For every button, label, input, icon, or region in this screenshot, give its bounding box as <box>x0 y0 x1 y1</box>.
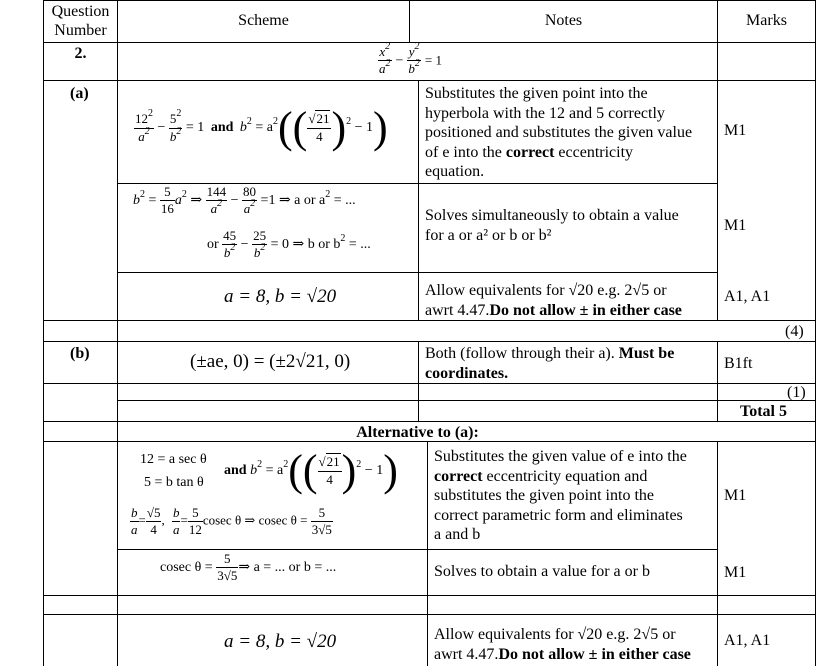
part-a-row2-mark: M1 <box>724 217 747 234</box>
part-a-total: (4) <box>785 323 804 340</box>
question-equation: $\frac{x^2}{a^2}$ − $\frac{y^2}{b^2}$ = 1 <box>379 41 442 77</box>
header-notes: Notes <box>544 12 583 29</box>
part-a-row1-mark: M1 <box>724 122 747 139</box>
alt-row3-mark: A1, A1 <box>724 632 771 649</box>
part-a-row3-answer: a = 8, b = √20 <box>224 286 337 307</box>
part-b-label: (b) <box>70 345 90 362</box>
alt-row1-ratio: $\frac{b}{a}$ = $\frac{√5}{4}$ , $\frac{b}{a}$ = $\frac{5}{12}$ cosec θ ⇒ cosec θ = $\frac{5}{3√5}$ <box>131 505 332 538</box>
alt-row2-note: Solves to obtain a value for a or b <box>434 563 650 580</box>
header-scheme: Scheme <box>238 12 289 29</box>
question-total: Total 5 <box>740 403 787 420</box>
part-b-mark: B1ft <box>724 355 753 372</box>
header-number: Number <box>54 22 107 39</box>
part-a-row2-scheme: $b^2$ = $\frac{5}{16}$ $a^2$ ⇒ $\frac{144}{a^2}$ − $\frac{80}{a^2}$ =1 ⇒ a or $a^2$ = ... <box>133 184 356 217</box>
part-b-total: (1) <box>787 384 806 401</box>
alt-row2-mark: M1 <box>724 564 747 581</box>
question-number: 2. <box>74 45 87 62</box>
alt-row1-eq2: 5 = b tan θ <box>144 475 204 490</box>
part-a-row2-scheme-alt: or $\frac{45}{b^2}$ − $\frac{25}{b^2}$ = 0 ⇒ b or $b^2$ = ... <box>207 228 371 261</box>
alt-row1-eccentricity: and $b^2 = a^2$(( $\frac{√21}{4}$ )$^2$ − 1) <box>224 446 398 495</box>
header-question: Question <box>51 3 110 20</box>
part-a-row3-note: Allow equivalents for √20 e.g. 2√5 or awrt 4.47.Do not allow ± in either case <box>425 282 682 319</box>
alt-row1-eq1: 12 = a sec θ <box>140 452 207 467</box>
part-a-row1-note: Substitutes the given point into the hyperbola with the 12 and 5 correctly positioned and substitutes the given value of e into the correct eccentricity equation. <box>425 85 693 180</box>
alt-row3-answer: a = 8, b = √20 <box>224 631 337 652</box>
part-a-row3-mark: A1, A1 <box>724 288 771 305</box>
alternative-title: Alternative to (a): <box>356 424 479 441</box>
alt-row2-scheme: cosec θ = $\frac{5}{3√5}$ ⇒ a = ... or b = ... <box>160 551 337 584</box>
part-a-row2-note: Solves simultaneously to obtain a value for a or a² or b or b² <box>425 207 679 244</box>
header-marks: Marks <box>746 12 787 29</box>
part-b-note: Both (follow through their a). Must be coordinates. <box>425 345 675 382</box>
part-a-label: (a) <box>70 85 89 102</box>
alt-row3-note: Allow equivalents for √20 e.g. 2√5 or awrt 4.47.Do not allow ± in either case <box>434 626 691 663</box>
part-a-row1-scheme: $\frac{12^2}{a^2}$ − $\frac{5^2}{b^2}$ = 1 and $b^2 = a^2$(( $\frac{√21}{4}$ )$^2$ − 1) <box>135 103 388 152</box>
alt-row1-mark: M1 <box>724 487 747 504</box>
alt-row1-note: Substitutes the given value of e into the correct eccentricity equation and substitutes the given point into the correct parametric form and eliminates a and b <box>434 448 687 543</box>
part-b-scheme: (±ae, 0) = (±2√21, 0) <box>190 351 351 372</box>
